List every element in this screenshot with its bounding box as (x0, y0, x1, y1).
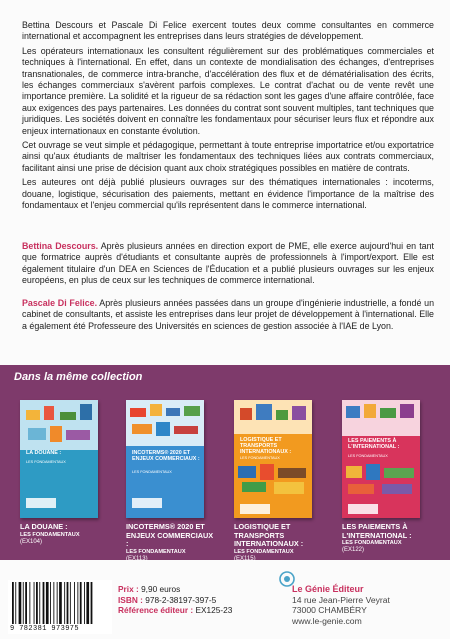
barcode-bar (34, 582, 35, 624)
collection-title: Dans la même collection (14, 371, 143, 383)
paragraph-1: Bettina Descours et Pascale Di Felice exercent toutes deux comme consultantes en commerce international et accompagnent les entreprises dans leurs stratégies de développement. (22, 20, 434, 42)
barcode-bar (59, 582, 62, 624)
barcode-bar (36, 582, 38, 624)
cover-author-box (26, 498, 56, 508)
caption-title: LOGISTIQUE ET TRANSPORTS INTERNATIONAUX : (234, 522, 304, 549)
cover-subtitle: LES FONDAMENTAUX (132, 470, 172, 474)
barcode-bar (57, 582, 58, 624)
book-cover-logistique (234, 400, 312, 518)
barcode-bar (74, 582, 75, 624)
barcode-bar (15, 582, 16, 624)
barcode-bar (53, 582, 54, 624)
barcode-bar (86, 582, 89, 624)
barcode-bar (84, 582, 85, 624)
caption-code: (EX104) (20, 538, 43, 545)
paragraph-4: Les auteures ont déjà publié plusieurs ouvrages sur des thématiques internationales : incoterms, douane, logistique, sécurisation des paiements, mettant en évidence l'importance de la maîtrise des fondamentaux et l'enjeu commercial qu'ils représentent dans le commerce international. (22, 177, 434, 211)
publisher-name: Le Génie Éditeur (292, 584, 364, 594)
publisher-city: 73000 CHAMBÉRY (292, 605, 367, 615)
barcode-number: 9 782381 973975 (10, 625, 80, 633)
publisher-info (292, 584, 390, 626)
author-text-1: Après plusieurs années en direction export de PME, elle exerce aujourd'hui en tant que formatrice auprès d'étudiants et consultante auprès de professionnels à l'import/export. Elle est également titulaire d'un DEA en Sciences de l'Éducation et a publié plusieurs ouvrages sur les enjeux européens, en plus de ceux sur les techniques de commerce international. (22, 241, 434, 286)
caption-subtitle: LES FONDAMENTAUX (126, 548, 186, 555)
cover-title: LOGISTIQUE ET TRANSPORTS INTERNATIONAUX : (240, 437, 292, 455)
reference-value: EX125-23 (193, 605, 233, 615)
barcode-bar (23, 582, 24, 624)
cover-author-box (240, 504, 270, 514)
caption-subtitle: LES FONDAMENTAUX (342, 540, 402, 547)
cover-title: LES PAIEMENTS À L'INTERNATIONAL : (348, 438, 400, 450)
collection-band (0, 365, 450, 560)
author-bio-2 (22, 298, 434, 335)
cover-subtitle: LES FONDAMENTAUX (348, 454, 388, 458)
barcode-bar (67, 582, 69, 624)
cover-illustration-lower (234, 462, 312, 502)
book-caption-douane (20, 523, 110, 546)
caption-code: (EX113) (126, 555, 148, 562)
barcode-bar (77, 582, 78, 624)
barcode-bar (19, 582, 22, 624)
author-name-1: Bettina Descours. (22, 241, 99, 251)
caption-subtitle: LES FONDAMENTAUX (20, 531, 80, 538)
caption-code: (EX115) (234, 555, 256, 562)
description-text (22, 20, 434, 215)
price-label: Prix : (118, 584, 139, 594)
barcode-bar (43, 582, 45, 624)
book-cover-paiements (342, 400, 420, 518)
cover-illustration (20, 400, 98, 450)
caption-title: INCOTERMS® 2020 ET ENJEUX COMMERCIAUX : (126, 522, 214, 549)
book-cover-incoterms (126, 400, 204, 518)
barcode-bar (91, 582, 93, 624)
barcode-bar (64, 582, 65, 624)
barcode-bar (50, 582, 51, 624)
book-caption-paiements (342, 523, 432, 554)
paragraph-2: Les opérateurs internationaux les consultent régulièrement sur des problématiques commerciales et techniques à l'international. En effet, dans un contexte de mondialisation des échanges, d'entreprises transnationales, de commerce intra-branche, d'accélération des flux et de dématérialisation des écrits, les échanges commerciaux s'avèrent parfois complexes. Le contrat d'achat ou de vente revêt une importance première. La solidité et la rigueur de sa rédaction sont les gages d'une affaire contrôlée, face aux exigences des pays partenaires. Les données du contrat sont souvent multiples, tant techniques que juridiques. Les sociétés doivent en connaître les fondamentaux pour sécuriser leurs flux et répondre aux enjeux internationaux en constante évolution. (22, 45, 434, 136)
barcode-bar (25, 582, 27, 624)
barcode-bar (39, 582, 40, 624)
caption-title: LES PAIEMENTS À L'INTERNATIONAL : (342, 522, 412, 540)
barcode-bar (46, 582, 49, 624)
cover-author-box (132, 498, 162, 508)
isbn-label: ISBN : (118, 594, 143, 605)
paragraph-3: Cet ouvrage se veut simple et pédagogique, permettant à toute entreprise importatrice et/ou exportatrice ainsi qu'aux étudiants de maîtriser les fondamentaux des techniques liées aux contrats commerciaux, facilitant ainsi une prise de décision quant aux choix stratégiques possibles en matière de contrats. (22, 140, 434, 173)
barcode-bar (12, 582, 14, 624)
caption-subtitle: LES FONDAMENTAUX (234, 548, 294, 555)
author-text-2: Après plusieurs années passées dans un groupe d'ingénierie industrielle, a fondé un cabinet de consultants, et assiste les entreprises dans leur projet de développement à l'international. Elle a également été Professeure des Universités en sciences de gestion associée à l'IAE de Lyon. (22, 298, 435, 331)
publisher-street: 14 rue Jean-Pierre Veyrat (292, 594, 390, 605)
caption-title: LA DOUANE : (20, 522, 68, 531)
cover-illustration (342, 400, 420, 436)
isbn-value: 978-2-38197-397-5 (142, 594, 217, 605)
cover-illustration (234, 400, 312, 434)
cover-subtitle: LES FONDAMENTAUX (26, 460, 66, 464)
reference-label: Référence éditeur : (118, 605, 194, 615)
cover-author-box (348, 504, 378, 514)
barcode-bar (29, 582, 30, 624)
author-name-2: Pascale Di Felice. (22, 298, 98, 308)
cover-title: LA DOUANE : (26, 450, 62, 456)
author-bio-1 (22, 241, 434, 290)
caption-code: (EX122) (342, 547, 365, 554)
publisher-url[interactable]: www.le-genie.com (292, 615, 362, 626)
book-caption-incoterms (126, 523, 216, 563)
barcode-bar (80, 582, 82, 624)
cover-illustration-lower (342, 462, 420, 502)
book-details (118, 584, 232, 616)
price-value: 9,90 euros (138, 584, 181, 594)
cover-subtitle: LES FONDAMENTAUX (240, 456, 280, 460)
book-cover-douane (20, 400, 98, 518)
cover-title: INCOTERMS® 2020 ET ENJEUX COMMERCIAUX : (132, 450, 200, 462)
barcode-bar (70, 582, 71, 624)
book-caption-logistique (234, 523, 324, 563)
cover-illustration (126, 400, 204, 446)
